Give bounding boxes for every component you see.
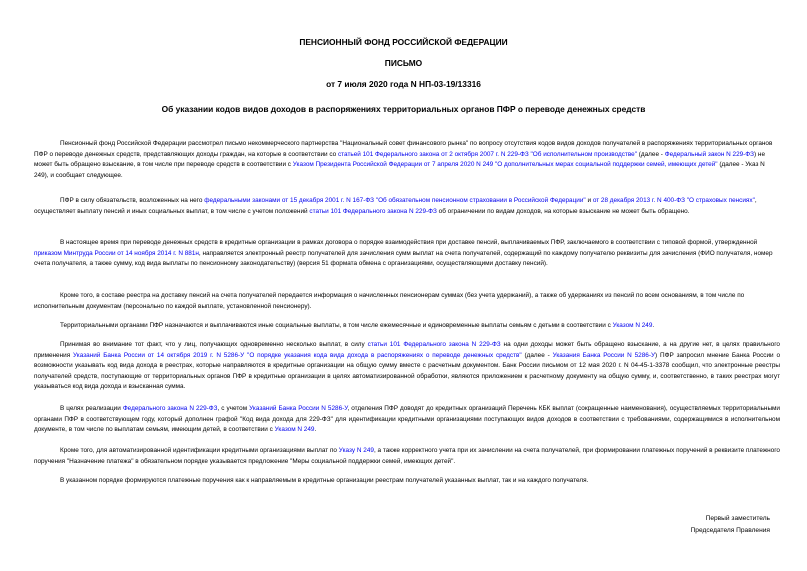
paragraph-text: В настоящее время при переводе денежных средств в кредитные организации в рамках договора о порядке взаимодействия при доставке пенсий, выплачиваемых ПФР, заключаемого в соответствии с типовой формой, утвержденной — [60, 239, 758, 246]
paragraph-2 — [34, 196, 780, 217]
decree-249-link[interactable]: Указом Президента Российской Федерации от 7 апреля 2020 N 249 "О дополнительных мерах социальной поддержки семей, имеющих детей" — [292, 161, 718, 169]
paragraph-text: , направляется электронный реестр получателей для зачисления сумм выплат на счета получателей, содержащий по каждому получателю реквизиты для зачисления (ФИО получателя, номер счета получателя, а также сумму, код вида выплаты по пенсионному законодательству) (версия 51 формата обмена с организациями, осуществляющими доставку пенсий). — [34, 249, 773, 268]
paragraph-text: на одни доходы может быть обращено взыскание, а на другие нет, в целях правильного применения — [34, 341, 780, 359]
paragraph-text: ПФР в силу обязательств, возложенных на него — [60, 197, 205, 204]
paragraph-text: Территориальными органами ПФР назначаются и выплачиваются иные социальные выплаты, в том числе ежемесячные и единовременные выплаты семьям с детьми в соответствии с — [60, 322, 613, 329]
paragraph-text: ) не может быть обращено взыскание, в том числе при переводе средств в соответствии с — [34, 150, 766, 169]
bank-instruction-5286u-link[interactable]: Указаний Банка России от 14 октября 2019 г. N 5286-У "О порядке указания кода вида дохода в распоряжениях о переводе денежных средств" — [73, 351, 522, 359]
paragraph-4 — [34, 291, 780, 312]
law-229fz-link[interactable]: Федерального закона N 229-ФЗ — [122, 405, 218, 412]
header-doc-type: ПИСЬМО — [384, 58, 423, 68]
document-title: Об указании кодов видов доходов в распоряжениях территориальных органов ПФР о переводе денежных средств — [161, 104, 646, 114]
paragraph-5 — [34, 321, 780, 332]
paragraph-text: . — [652, 322, 655, 329]
paragraph-text: Принимая во внимание тот факт, что у лиц, получающих одновременно несколько выплат, в силу — [60, 341, 368, 348]
law-229fz-link[interactable]: Федеральный закон N 229-ФЗ — [664, 150, 755, 158]
paragraph-text: . — [314, 426, 317, 434]
paragraph-6 — [34, 340, 780, 393]
paragraph-text: В целях реализации — [60, 405, 123, 412]
paragraph-text: , а также корректного учета при их зачислении на счета получателей, при формировании платежных поручений в реквизите платежного поручения "Назначение платежа" в обязательном порядке указывается предложение "Меры социальной поддержки семей, имеющих детей". — [34, 447, 780, 465]
paragraph-text: В указанном порядке формируются платежные поручения как к направляемым в кредитные организации реестрам получателей указанных выплат, так и на каждого получателя. — [60, 477, 589, 484]
paragraph-text: ) ПФР запросил мнение Банка России о возможности указывать код вида дохода в реестрах, которые направляются в кредитные организации на общую сумму вместе с расчетным документом. Банк России письмом от 12 мая 2020 г. N 04-45-1-3378 сообщил, что электронные реестры получателей средств, поступающие от территориальных органов ПФР в кредитные организации в целях автоматизированной обработки, являются приложением к расчетному документу на общую сумму, и, соответственно, в таких реестрах могут указываться код вида дохода и взысканная сумма. — [34, 351, 781, 391]
paragraph-9 — [34, 476, 780, 487]
paragraph-text: об ограничении по видам доходов, на которые взыскание не может быть обращено. — [436, 207, 690, 215]
paragraph-3 — [34, 238, 780, 270]
law-229fz-article-101-link[interactable]: статьи 101 Федерального закона N 229-ФЗ — [309, 207, 437, 215]
decree-249-link[interactable]: Указом N 249 — [274, 426, 315, 434]
law-400fz-link[interactable]: от 28 декабря 2013 г. N 400-ФЗ "О страховых пенсиях" — [592, 197, 755, 204]
paragraph-text: и — [585, 197, 593, 204]
paragraph-8 — [34, 446, 780, 467]
bank-instruction-5286u-short-link[interactable]: Указаний Банка России N 5286-У — [249, 405, 348, 412]
paragraph-text: , с учетом — [217, 405, 250, 412]
header-org: ПЕНСИОННЫЙ ФОНД РОССИЙСКОЙ ФЕДЕРАЦИИ — [299, 37, 508, 47]
paragraph-text: (далее - Указ N 249), и сообщает следующее. — [34, 161, 765, 179]
paragraph-7 — [34, 404, 780, 436]
header-date-number: от 7 июля 2020 года N НП-03-19/13316 — [326, 79, 481, 89]
signature-position-line-2: Председателя Правления — [690, 527, 770, 534]
bank-instruction-5286u-short-link[interactable]: Указания Банка России N 5286-У — [552, 351, 656, 359]
mintrud-order-881n-link[interactable]: приказом Минтруда России от 14 ноября 2014 г. N 881н — [34, 249, 199, 257]
law-229fz-article-101-link[interactable]: статьи 101 Федерального закона N 229-ФЗ — [367, 341, 501, 348]
decree-249-link[interactable]: Указом N 249 — [612, 322, 653, 329]
paragraph-text: Пенсионный фонд Российской Федерации рассмотрел письмо некоммерческого партнерства "Национальный совет финансового рынка" по вопросу отсутствия кодов видов доходов получателей в распоряжениях территориальных органов ПФР о переводе денежных средств, представляющих доходы граждан, на которые в соответствии со — [34, 140, 773, 158]
paragraph-text: Кроме того, для автоматизированной идентификации кредитными организациями выплат по — [60, 447, 339, 454]
paragraph-1 — [34, 139, 780, 181]
law-229fz-article-101-link[interactable]: статьей 101 Федерального закона от 2 октября 2007 г. N 229-ФЗ "Об исполнительном производстве" — [337, 150, 637, 158]
paragraph-text: (далее - — [521, 351, 553, 359]
law-167fz-link[interactable]: федеральными законами от 15 декабря 2001 г. N 167-ФЗ "Об обязательном пенсионном страховании в Российской Федерации" — [204, 197, 586, 204]
decree-249-link[interactable]: Указу N 249 — [338, 447, 374, 454]
paragraph-text: , отделения ПФР доводят до кредитных организаций Перечень КБК выплат (сокращенные наименования), осуществляемых территориальными органами ПФР в соответствующем году, который дополнен графой "Код вида дохода для 229-ФЗ" для идентификации кредитными организациями поступающих видов доходов в соответствии с требованиями, содержащимися в исполнительном документе, в том числе по выплатам семьям, имеющим детей, в соответствии с — [34, 405, 780, 434]
paragraph-text: Кроме того, в составе реестра на доставку пенсий на счета получателей передается информация о начисленных пенсионерам суммах (без учета удержаний), а также об удержаниях из пенсий по всем основаниям, в том числе по исполнительным документам (персонально по каждой выплате, установленной пенсионеру). — [34, 292, 745, 310]
paragraph-text: , осуществляет выплату пенсий и иных социальных выплат, в том числе с учетом положений — [34, 197, 757, 215]
paragraph-text: (далее - — [637, 150, 665, 158]
signature-position-line-1: Первый заместитель — [705, 515, 770, 522]
